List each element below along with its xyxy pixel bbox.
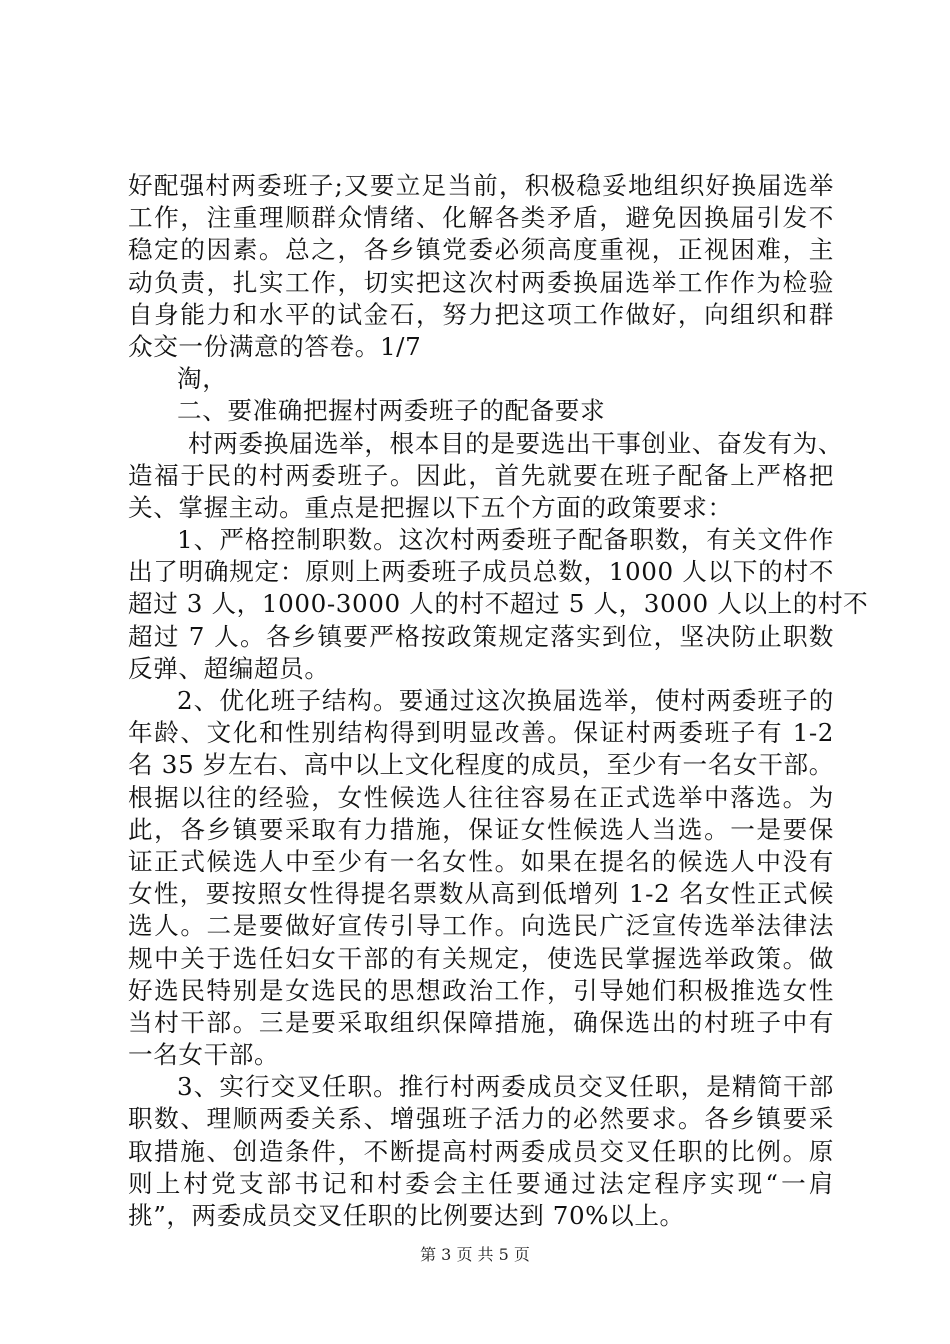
text-line: 女性，要按照女性得提名票数从高到低增列 1-2 名女性正式候 <box>128 879 834 909</box>
text-line: 好选民特别是女选民的思想政治工作，引导她们积极推选女性 <box>128 975 834 1005</box>
text-line: 此，各乡镇要采取有力措施，保证女性候选人当选。一是要保 <box>128 814 834 844</box>
text-line: 1、严格控制职数。这次村两委班子配备职数，有关文件作 <box>177 525 834 555</box>
text-line: 挑”，两委成员交叉任职的比例要达到 70%以上。 <box>128 1201 685 1230</box>
text-line: 造福于民的村两委班子。因此，首先就要在班子配备上严格把 <box>128 460 834 490</box>
text-line: 取措施、创造条件，不断提高村两委成员交叉任职的比例。原 <box>128 1136 834 1166</box>
text-line: 二、要准确把握村两委班子的配备要求 <box>177 396 606 426</box>
text-line: 稳定的因素。总之，各乡镇党委必须高度重视，正视困难，主 <box>128 235 834 265</box>
text-line: 3、实行交叉任职。推行村两委成员交叉任职，是精简干部 <box>177 1072 834 1102</box>
text-line: 好配强村两委班子;又要立足当前，积极稳妥地组织好换届选举 <box>128 171 834 200</box>
text-line: 村两委换届选举，根本目的是要选出干事创业、奋发有为、 <box>188 428 844 458</box>
text-line: 超过 3 人，1000-3000 人的村不超过 5 人，3000 人以上的村不 <box>128 589 869 619</box>
text-line: 年龄、文化和性别结构得到明显改善。保证村两委班子有 1-2 <box>128 718 834 748</box>
text-line: 名 35 岁左右、高中以上文化程度的成员，至少有一名女干部。 <box>128 750 834 780</box>
text-line: 众交一份满意的答卷。1/7 <box>128 331 422 361</box>
text-line: 关、掌握主动。重点是把握以下五个方面的政策要求： <box>128 492 733 522</box>
text-line: 淘， <box>177 364 228 394</box>
text-line: 当村干部。三是要采取组织保障措施，确保选出的村班子中有 <box>128 1007 834 1037</box>
page-footer: 第 3 页 共 5 页 <box>420 1245 530 1264</box>
text-line: 2、优化班子结构。要通过这次换届选举，使村两委班子的 <box>177 686 834 715</box>
text-line: 选人。二是要做好宣传引导工作。向选民广泛宣传选举法律法 <box>128 911 834 941</box>
body-text <box>128 170 869 1232</box>
text-line: 则上村党支部书记和村委会主任要通过法定程序实现“一肩 <box>128 1168 834 1198</box>
text-line: 超过 7 人。各乡镇要严格按政策规定落实到位，坚决防止职数 <box>128 621 834 651</box>
text-line: 自身能力和水平的试金石，努力把这项工作做好，向组织和群 <box>128 299 834 329</box>
text-line: 证正式候选人中至少有一名女性。如果在提名的候选人中没有 <box>128 846 834 876</box>
text-line: 一名女干部。 <box>128 1040 280 1070</box>
text-line: 动负责，扎实工作，切实把这次村两委换届选举工作作为检验 <box>128 267 834 297</box>
text-line: 职数、理顺两委关系、增强班子活力的必然要求。各乡镇要采 <box>128 1104 834 1134</box>
text-line: 工作，注重理顺群众情绪、化解各类矛盾，避免因换届引发不 <box>128 203 834 233</box>
text-line: 根据以往的经验，女性候选人往往容易在正式选举中落选。为 <box>128 782 834 812</box>
text-line: 出了明确规定：原则上两委班子成员总数，1000 人以下的村不 <box>128 557 834 587</box>
text-line: 规中关于选任妇女干部的有关规定，使选民掌握选举政策。做 <box>128 943 834 973</box>
text-line: 反弹、超编超员。 <box>128 653 330 683</box>
